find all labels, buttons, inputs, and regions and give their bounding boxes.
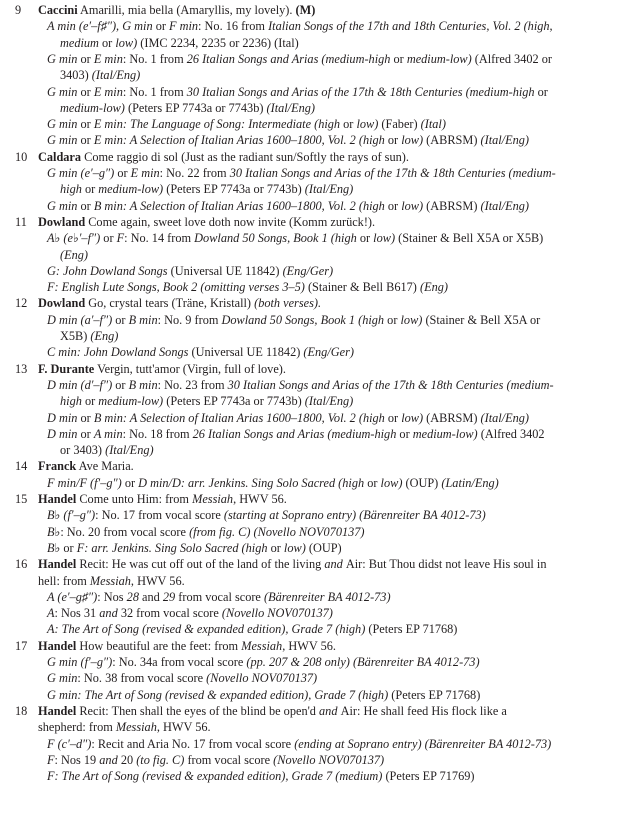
edition-line: [47, 377, 554, 393]
text-run: (starting at Soprano entry): [223, 508, 360, 523]
text-run: F: The Art of Song (revised & expanded edition), Grade 7 (medium): [47, 769, 386, 784]
composer-name: Franck: [38, 459, 77, 474]
text-run: or: [387, 198, 402, 213]
text-run: and: [324, 557, 346, 572]
text-run: or: [102, 35, 116, 50]
text-run: medium-low): [98, 394, 167, 409]
entry-heading: [38, 703, 507, 719]
edition-line: [47, 132, 529, 148]
edition-line: [47, 18, 553, 34]
text-run: Go, crystal tears (Träne, Kristall): [85, 296, 255, 311]
text-run: : No. 38 from vocal score: [77, 671, 207, 686]
edition-line: [47, 507, 486, 523]
text-run: G min: [47, 198, 81, 213]
text-run: (Universal UE 11842): [191, 345, 304, 360]
text-run: D min: [47, 410, 81, 425]
text-run: E min: The Language of Song: Intermediate (high: [93, 117, 344, 132]
text-run: Messiah: [192, 492, 234, 506]
text-run: 28: [126, 589, 143, 604]
text-run: or: [399, 426, 413, 441]
text-run: E min: [93, 84, 123, 99]
text-run: A: [47, 606, 55, 621]
text-run: : No. 14 from: [124, 231, 195, 246]
composer-name: Caccini: [38, 3, 78, 17]
text-run: (both verses).: [254, 296, 322, 311]
text-run: G min: [47, 133, 81, 148]
text-run: or: [359, 231, 374, 246]
text-run: 29: [162, 589, 179, 604]
text-run: : No. 1 from: [122, 51, 187, 66]
text-run: G: John Dowland Songs: [47, 263, 171, 278]
text-run: (Stainer & Bell X5A or X5B): [398, 231, 544, 246]
text-run: 20: [120, 752, 137, 767]
text-run: (Novello NOV070137): [253, 524, 365, 539]
edition-line: [47, 263, 333, 279]
entry-heading: [38, 638, 336, 654]
text-run: and: [319, 703, 341, 718]
text-run: (Ital/Eng): [480, 133, 529, 148]
text-run: B♭: [47, 524, 61, 539]
composer-name: Dowland: [38, 214, 86, 229]
composer-name: (M): [295, 3, 316, 17]
text-run: F min: [169, 19, 199, 34]
entry-heading: [38, 214, 375, 230]
text-run: (Eng): [90, 329, 119, 343]
edition-line-continued: [60, 442, 154, 458]
text-run: G min (e′–g″): [47, 166, 118, 180]
text-run: X5B): [60, 329, 91, 343]
entry-number: 15: [15, 492, 28, 506]
text-run: (Eng/Ger): [282, 263, 334, 278]
entry-number: 11: [15, 214, 27, 229]
text-run: (Ital/Eng): [480, 410, 529, 425]
entry-heading: [38, 295, 321, 311]
text-run: (IMC 2234, 2235 or 2236) (Ital): [140, 35, 299, 50]
text-run: (Alfred 3402 or: [474, 51, 552, 66]
text-run: (ABRSM): [426, 198, 481, 213]
text-run: 3403): [60, 68, 92, 83]
text-run: G min: [47, 51, 81, 66]
entry-number: 16: [15, 557, 28, 572]
text-run: (Latin/Eng): [441, 475, 499, 490]
entry-heading-continued: [38, 719, 211, 735]
text-run: 30 Italian Songs and Arias of the 17th & 18th Centuries (medium-: [227, 377, 554, 392]
text-run: low): [373, 231, 399, 246]
text-run: Messiah: [89, 573, 131, 588]
composer-name: Handel: [38, 557, 77, 572]
text-run: G min: [47, 84, 81, 99]
edition-line: [47, 752, 384, 768]
text-run: or: [387, 133, 402, 148]
text-run: : No. 1 from: [122, 84, 187, 99]
text-run: medium-low): [412, 426, 481, 441]
text-run: (ABRSM): [426, 410, 481, 425]
composer-name: Caldara: [38, 149, 82, 164]
text-run: medium-low): [98, 182, 167, 197]
text-run: A: The Art of Song (revised & expanded edition), Grade 7 (high): [47, 622, 369, 637]
text-run: Air: He shall feed His flock like a: [340, 703, 507, 718]
text-run: B min: A Selection of Italian Arias 1600–1800, Vol. 2 (high: [93, 198, 388, 213]
text-run: G min: [47, 671, 78, 686]
text-run: B min: [128, 377, 158, 392]
edition-line: [47, 51, 552, 67]
text-run: (Novello NOV070137): [206, 671, 318, 686]
text-run: D min (a′–f″): [47, 312, 116, 327]
edition-line: [47, 198, 529, 214]
edition-line: [47, 654, 480, 670]
text-run: F: [116, 231, 125, 246]
text-run: hell: from: [38, 573, 90, 588]
text-run: 30 Italian Songs and Arias of the 17th & 18th Centuries (medium-: [229, 166, 556, 180]
edition-line: [47, 312, 540, 328]
text-run: or: [80, 51, 94, 66]
text-run: 30 Italian Songs and Arias of the 17th & 18th Centuries (medium-high: [186, 84, 538, 99]
entry-number: 10: [15, 149, 28, 164]
text-run: (Peters EP 71768): [391, 687, 481, 702]
text-run: A (e′–g♯″): [47, 589, 98, 604]
text-run: or: [343, 117, 357, 132]
edition-line-continued: [60, 67, 140, 83]
text-run: D min: [47, 426, 81, 441]
text-run: , HWV 56.: [156, 720, 211, 735]
text-run: or: [537, 84, 548, 99]
text-run: (Ital/Eng): [480, 198, 529, 213]
entry-heading-continued: [38, 573, 185, 589]
text-run: (Ital/Eng): [304, 394, 354, 409]
text-run: B min: A Selection of Italian Arias 1600–1800, Vol. 2 (high: [93, 410, 388, 425]
text-run: Come raggio di sol (Just as the radiant sun/Softly the rays of sun).: [81, 149, 409, 164]
text-run: (Alfred 3402: [480, 426, 545, 441]
edition-line: [47, 621, 457, 637]
text-run: , HWV 56.: [233, 492, 287, 506]
text-run: or: [80, 198, 94, 213]
text-run: (pp. 207 & 208 only): [246, 655, 353, 669]
text-run: (to fig. C): [136, 752, 188, 767]
text-run: (Bärenreiter BA 4012-73): [263, 589, 391, 604]
text-run: low): [283, 540, 309, 555]
entry-number: 14: [15, 459, 28, 474]
text-run: A min (e′–f♯″), G min: [47, 19, 156, 34]
text-run: E min: [93, 51, 123, 66]
text-run: (Ital/Eng): [266, 100, 316, 115]
text-run: medium: [60, 35, 103, 50]
text-run: or: [80, 410, 94, 425]
text-run: or: [84, 394, 99, 409]
text-run: D min/D: arr. Jenkins. Sing Solo Sacred (high: [138, 475, 368, 490]
text-run: (ending at Soprano entry): [294, 736, 425, 751]
text-run: F: arr. Jenkins. Sing Solo Sacred (high: [76, 540, 271, 555]
edition-line-continued: [60, 328, 118, 344]
text-run: (Eng): [419, 280, 448, 295]
text-run: low): [401, 198, 427, 213]
text-run: , HWV 56.: [282, 638, 336, 653]
text-run: : No. 34a from vocal score: [112, 655, 247, 669]
text-run: : Nos 19: [54, 752, 100, 767]
text-run: or 3403): [60, 443, 106, 458]
text-run: (from fig. C): [189, 524, 254, 539]
text-run: low): [115, 35, 141, 50]
text-run: (Bärenreiter BA 4012-73): [352, 655, 480, 669]
entry-number: 9: [15, 3, 22, 17]
text-run: (Peters EP 71768): [368, 622, 458, 637]
text-run: (Ital/Eng): [91, 68, 141, 83]
text-run: (Novello NOV070137): [273, 752, 385, 767]
text-run: (Peters EP 71769): [385, 769, 475, 784]
text-run: high: [60, 182, 85, 197]
text-run: and: [142, 589, 163, 604]
edition-line: [47, 768, 474, 784]
text-run: (Bärenreiter BA 4012-73): [359, 508, 486, 523]
text-run: or: [387, 312, 401, 327]
text-run: Ave Maria.: [76, 459, 134, 474]
edition-line: [47, 426, 545, 442]
entry-heading: [38, 361, 286, 377]
text-run: F: English Lute Songs, Book 2 (omitting verses 3–5): [47, 280, 308, 295]
text-run: or: [367, 475, 381, 490]
text-run: (Ital): [420, 117, 446, 132]
text-run: medium-low): [60, 100, 128, 115]
entry-number: 18: [15, 703, 28, 718]
text-run: or: [387, 410, 402, 425]
text-run: (Bärenreiter BA 4012-73): [424, 736, 552, 751]
text-run: or: [103, 231, 117, 246]
text-run: or: [270, 540, 284, 555]
edition-line-continued: [60, 181, 353, 197]
text-run: Recit: He was cut off out of the land of the living: [76, 557, 325, 572]
text-run: or: [117, 166, 131, 180]
text-run: (OUP): [405, 475, 442, 490]
edition-line-continued: [60, 393, 353, 409]
text-run: 26 Italian Songs and Arias (medium-high: [192, 426, 400, 441]
text-run: Dowland 50 Songs, Book 1 (high: [194, 231, 360, 246]
text-run: low): [380, 475, 406, 490]
text-run: E min: A Selection of Italian Arias 1600–1800, Vol. 2 (high: [93, 133, 388, 148]
entry-number: 17: [15, 638, 28, 653]
text-run: B♭ (f′–g″): [47, 508, 96, 523]
text-run: or: [80, 426, 94, 441]
text-run: (Stainer & Bell X5A or: [425, 312, 541, 327]
text-run: low): [400, 312, 426, 327]
edition-line: [47, 589, 391, 605]
text-run: : Recit and Aria No. 17 from vocal score: [91, 736, 295, 751]
text-run: Come again, sweet love doth now invite (Komm zurück!).: [85, 214, 376, 229]
edition-line: [47, 736, 551, 752]
edition-line: [47, 230, 543, 246]
text-run: and: [99, 752, 121, 767]
text-run: G min: The Art of Song (revised & expanded edition), Grade 7 (high): [47, 687, 392, 702]
edition-line: [47, 605, 333, 621]
text-run: : No. 20 from vocal score: [60, 524, 190, 539]
edition-line: [47, 84, 548, 100]
text-run: (OUP): [308, 540, 342, 555]
text-run: or: [63, 540, 77, 555]
text-run: or: [84, 182, 99, 197]
text-run: Air: But Thou didst not leave His soul in: [345, 557, 547, 572]
text-run: (Peters EP 7743a or 7743b): [127, 100, 267, 115]
text-run: or: [80, 133, 94, 148]
composer-name: Handel: [38, 638, 77, 653]
text-run: from vocal score: [178, 589, 264, 604]
text-run: or: [124, 475, 139, 490]
text-run: Vergin, tutt'amor (Virgin, full of love).: [94, 361, 286, 376]
text-run: B♭: [47, 540, 64, 555]
text-run: D min (d′–f″): [47, 377, 116, 392]
text-run: : No. 16 from: [198, 19, 269, 34]
text-run: (Peters EP 7743a or 7743b): [166, 182, 305, 197]
edition-line: [47, 475, 499, 491]
entry-heading: [38, 491, 287, 507]
entry-heading: [38, 2, 315, 18]
text-run: How beautiful are the feet: from: [76, 638, 242, 653]
edition-line: [47, 165, 556, 181]
edition-line: [47, 670, 317, 686]
text-run: (Ital/Eng): [105, 443, 154, 458]
entry-heading: [38, 458, 134, 474]
text-run: low): [401, 410, 427, 425]
text-run: : No. 9 from: [157, 312, 222, 327]
composer-name: Handel: [38, 703, 77, 718]
text-run: Italian Songs of the 17th and 18th Centuries, Vol. 2 (high,: [268, 19, 553, 34]
text-run: : No. 23 from: [157, 377, 228, 392]
edition-line: [47, 410, 529, 426]
entry-heading: [38, 149, 409, 165]
text-run: : Nos 31: [54, 606, 100, 621]
edition-line-continued: [60, 35, 299, 51]
text-run: (Universal UE 11842): [170, 263, 283, 278]
composer-name: Handel: [38, 492, 77, 506]
edition-line: [47, 524, 365, 540]
text-run: (Faber): [381, 117, 421, 132]
text-run: Messiah: [241, 638, 283, 653]
text-run: or: [393, 51, 407, 66]
entry-heading: [38, 556, 546, 572]
text-run: F min/F (f′–g″): [47, 475, 125, 490]
text-run: (Stainer & Bell B617): [307, 280, 420, 295]
edition-line: [47, 116, 446, 132]
text-run: (Eng/Ger): [303, 345, 354, 360]
text-run: or: [115, 377, 129, 392]
edition-line: [47, 344, 354, 360]
edition-line: [47, 279, 448, 295]
text-run: shepherd: from: [38, 720, 116, 735]
text-run: (Novello NOV070137): [221, 606, 333, 621]
text-run: (ABRSM): [426, 133, 481, 148]
text-run: Come unto Him: from: [76, 492, 193, 506]
text-run: 32 from vocal score: [120, 606, 222, 621]
text-run: : Nos: [97, 589, 127, 604]
text-run: from vocal score: [187, 752, 274, 767]
text-run: E min: [130, 166, 160, 180]
text-run: Messiah: [115, 720, 157, 735]
text-run: A♭ (e♭′–f″): [47, 231, 104, 246]
edition-line: [47, 687, 480, 703]
edition-line: [47, 540, 342, 556]
text-run: 26 Italian Songs and Arias (medium-high: [186, 51, 394, 66]
text-run: low): [356, 117, 382, 132]
text-run: G min: [47, 117, 81, 132]
edition-line-continued: [60, 247, 88, 263]
text-run: or: [80, 84, 94, 99]
entry-number: 12: [15, 296, 28, 311]
text-run: G min (f′–g″): [47, 655, 113, 669]
text-run: : No. 18 from: [122, 426, 193, 441]
text-run: or: [80, 117, 94, 132]
text-run: low): [401, 133, 427, 148]
text-run: or: [115, 312, 129, 327]
text-run: (Peters EP 7743a or 7743b): [166, 394, 305, 409]
text-run: Recit: Then shall the eyes of the blind be open'd: [76, 703, 320, 718]
text-run: or: [155, 19, 170, 34]
text-run: F (c′–d″): [47, 736, 92, 751]
text-run: C min: John Dowland Songs: [47, 345, 192, 360]
composer-name: Dowland: [38, 296, 86, 311]
text-run: A min: [93, 426, 123, 441]
text-run: B min: [128, 312, 158, 327]
text-run: : No. 22 from: [159, 166, 230, 180]
text-run: (Ital/Eng): [304, 182, 354, 197]
text-run: , HWV 56.: [130, 573, 185, 588]
text-run: (Eng): [60, 247, 88, 262]
text-run: : No. 17 from vocal score: [95, 508, 224, 523]
entry-number: 13: [15, 361, 28, 376]
text-run: Dowland 50 Songs, Book 1 (high: [221, 312, 388, 327]
text-run: high: [60, 394, 85, 409]
text-run: medium-low): [406, 51, 475, 66]
text-run: F: [47, 752, 55, 767]
text-run: and: [99, 606, 121, 621]
composer-name: F. Durante: [38, 361, 95, 376]
text-run: Amarilli, mia bella (Amaryllis, my lovely).: [77, 3, 296, 17]
edition-line-continued: [60, 100, 315, 116]
